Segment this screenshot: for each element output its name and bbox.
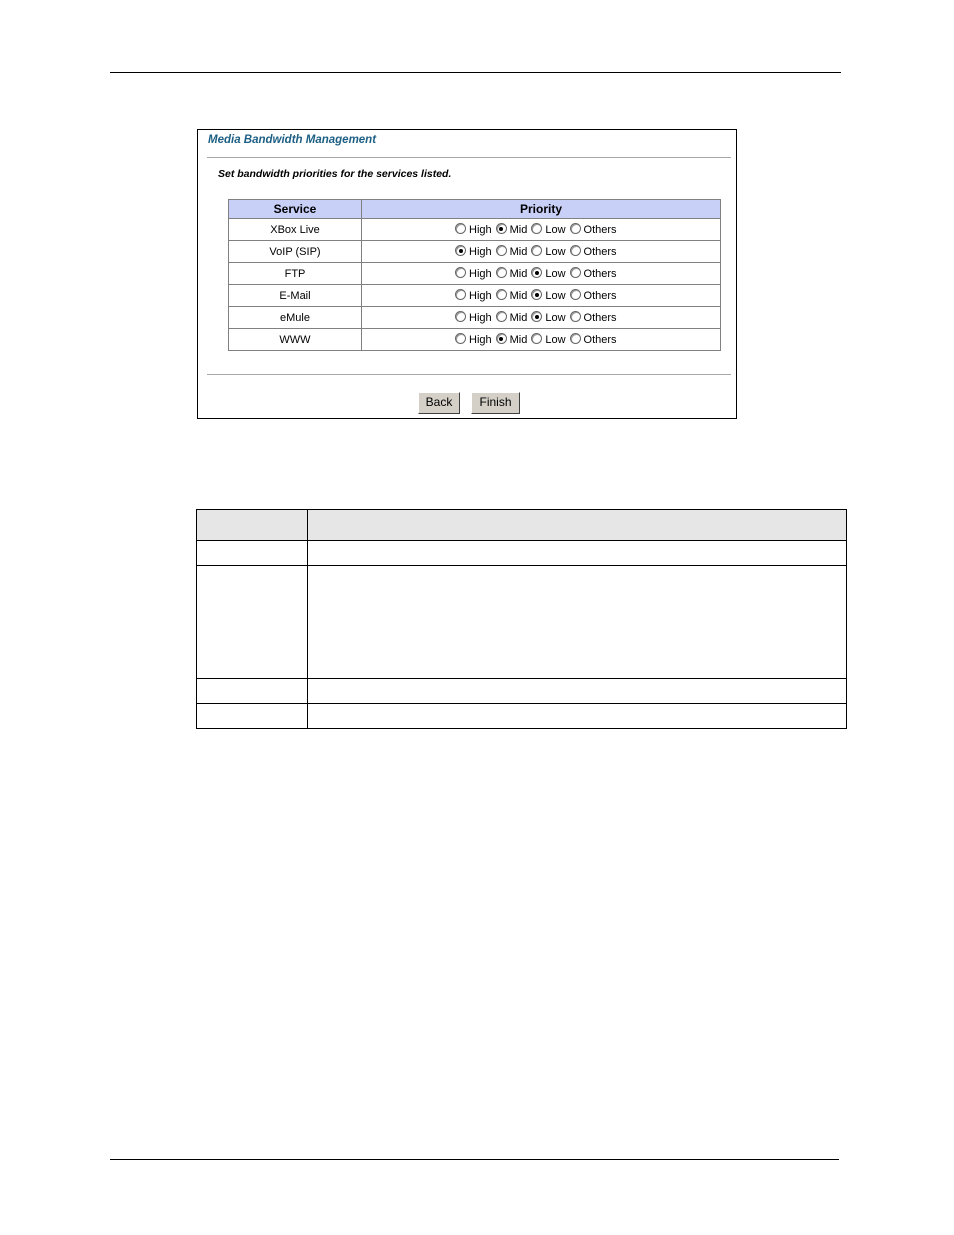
priority-option-low[interactable]: [531, 311, 565, 324]
description-header-row: [197, 510, 847, 541]
bottom-divider: [207, 374, 731, 375]
option-label: Low: [545, 312, 566, 324]
priority-option-high[interactable]: [455, 289, 492, 302]
radio-others[interactable]: [570, 267, 581, 278]
option-label: Others: [583, 290, 617, 302]
option-label: Mid: [509, 268, 528, 280]
priority-option-mid[interactable]: [496, 311, 528, 324]
media-bandwidth-panel: [197, 129, 737, 419]
option-label: Others: [583, 224, 617, 236]
description-cell: [308, 704, 847, 729]
priority-option-others[interactable]: [570, 311, 617, 324]
priority-options: [362, 285, 721, 307]
priority-options: [362, 241, 721, 263]
option-label: Mid: [509, 246, 528, 258]
title-divider: [207, 157, 731, 158]
priority-option-high[interactable]: [455, 267, 492, 280]
description-row: [197, 679, 847, 704]
radio-others[interactable]: [570, 223, 581, 234]
radio-others[interactable]: [570, 289, 581, 300]
priority-option-high[interactable]: [455, 311, 492, 324]
priority-option-others[interactable]: [570, 289, 617, 302]
description-cell: [308, 566, 847, 679]
priority-options: [362, 307, 721, 329]
radio-others[interactable]: [570, 333, 581, 344]
priority-option-others[interactable]: [570, 223, 617, 236]
option-label: Others: [583, 246, 617, 258]
description-cell: [197, 566, 308, 679]
priority-row: [229, 307, 721, 329]
service-name: XBox Live: [229, 219, 362, 241]
priority-options: [362, 329, 721, 351]
radio-others[interactable]: [570, 311, 581, 322]
description-row: [197, 566, 847, 679]
radio-high[interactable]: [455, 333, 466, 344]
priority-option-mid[interactable]: [496, 245, 528, 258]
service-name: FTP: [229, 263, 362, 285]
header-service: Service: [229, 200, 362, 219]
priority-row: [229, 241, 721, 263]
priority-row: [229, 329, 721, 351]
description-cell: [197, 541, 308, 566]
priority-option-others[interactable]: [570, 245, 617, 258]
description-cell: [308, 679, 847, 704]
radio-others[interactable]: [570, 245, 581, 256]
priority-option-mid[interactable]: [496, 223, 528, 236]
panel-instruction: Set bandwidth priorities for the services listed.: [218, 168, 452, 180]
option-label: Low: [545, 334, 566, 346]
description-cell: [197, 704, 308, 729]
option-label: Others: [583, 312, 617, 324]
page-top-rule: [110, 72, 841, 73]
page-bottom-rule: [110, 1159, 839, 1160]
service-name: VoIP (SIP): [229, 241, 362, 263]
finish-button[interactable]: Finish: [471, 392, 520, 414]
option-label: High: [469, 334, 492, 346]
radio-high[interactable]: [455, 289, 466, 300]
radio-low[interactable]: [531, 223, 542, 234]
option-label: Mid: [509, 334, 528, 346]
option-label: Low: [545, 246, 566, 258]
priority-option-others[interactable]: [570, 333, 617, 346]
radio-low[interactable]: [531, 289, 542, 300]
radio-high[interactable]: [455, 267, 466, 278]
radio-mid[interactable]: [496, 333, 507, 344]
priority-option-low[interactable]: [531, 333, 565, 346]
back-button[interactable]: Back: [418, 392, 460, 414]
description-row: [197, 704, 847, 729]
priority-row: [229, 285, 721, 307]
priority-table: [228, 199, 721, 351]
priority-option-high[interactable]: [455, 333, 492, 346]
description-header-cell: [308, 510, 847, 541]
radio-mid[interactable]: [496, 223, 507, 234]
description-table: [196, 509, 847, 729]
option-label: Low: [545, 268, 566, 280]
radio-mid[interactable]: [496, 289, 507, 300]
priority-option-mid[interactable]: [496, 267, 528, 280]
option-label: Low: [545, 290, 566, 302]
description-row: [197, 541, 847, 566]
option-label: Low: [545, 224, 566, 236]
option-label: Mid: [509, 312, 528, 324]
priority-table-body: [229, 219, 721, 351]
service-name: eMule: [229, 307, 362, 329]
priority-option-high[interactable]: [455, 245, 492, 258]
priority-option-mid[interactable]: [496, 289, 528, 302]
option-label: High: [469, 268, 492, 280]
radio-mid[interactable]: [496, 267, 507, 278]
priority-option-high[interactable]: [455, 223, 492, 236]
option-label: High: [469, 246, 492, 258]
option-label: Others: [583, 268, 617, 280]
radio-high[interactable]: [455, 245, 466, 256]
priority-table-header: [229, 200, 721, 219]
priority-option-low[interactable]: [531, 289, 565, 302]
description-cell: [308, 541, 847, 566]
description-header-cell: [197, 510, 308, 541]
radio-low[interactable]: [531, 333, 542, 344]
option-label: High: [469, 224, 492, 236]
radio-high[interactable]: [455, 223, 466, 234]
radio-low[interactable]: [531, 267, 542, 278]
priority-options: [362, 263, 721, 285]
priority-options: [362, 219, 721, 241]
priority-row: [229, 263, 721, 285]
description-cell: [197, 679, 308, 704]
option-label: High: [469, 312, 492, 324]
priority-option-low[interactable]: [531, 245, 565, 258]
priority-option-low[interactable]: [531, 223, 565, 236]
header-priority: Priority: [362, 200, 721, 219]
option-label: Others: [583, 334, 617, 346]
priority-option-low[interactable]: [531, 267, 565, 280]
priority-option-others[interactable]: [570, 267, 617, 280]
option-label: Mid: [509, 290, 528, 302]
radio-mid[interactable]: [496, 245, 507, 256]
priority-row: [229, 219, 721, 241]
radio-low[interactable]: [531, 245, 542, 256]
panel-title: Media Bandwidth Management: [208, 134, 377, 146]
radio-mid[interactable]: [496, 311, 507, 322]
radio-low[interactable]: [531, 311, 542, 322]
service-name: WWW: [229, 329, 362, 351]
option-label: Mid: [509, 224, 528, 236]
option-label: High: [469, 290, 492, 302]
radio-high[interactable]: [455, 311, 466, 322]
service-name: E-Mail: [229, 285, 362, 307]
priority-option-mid[interactable]: [496, 333, 528, 346]
